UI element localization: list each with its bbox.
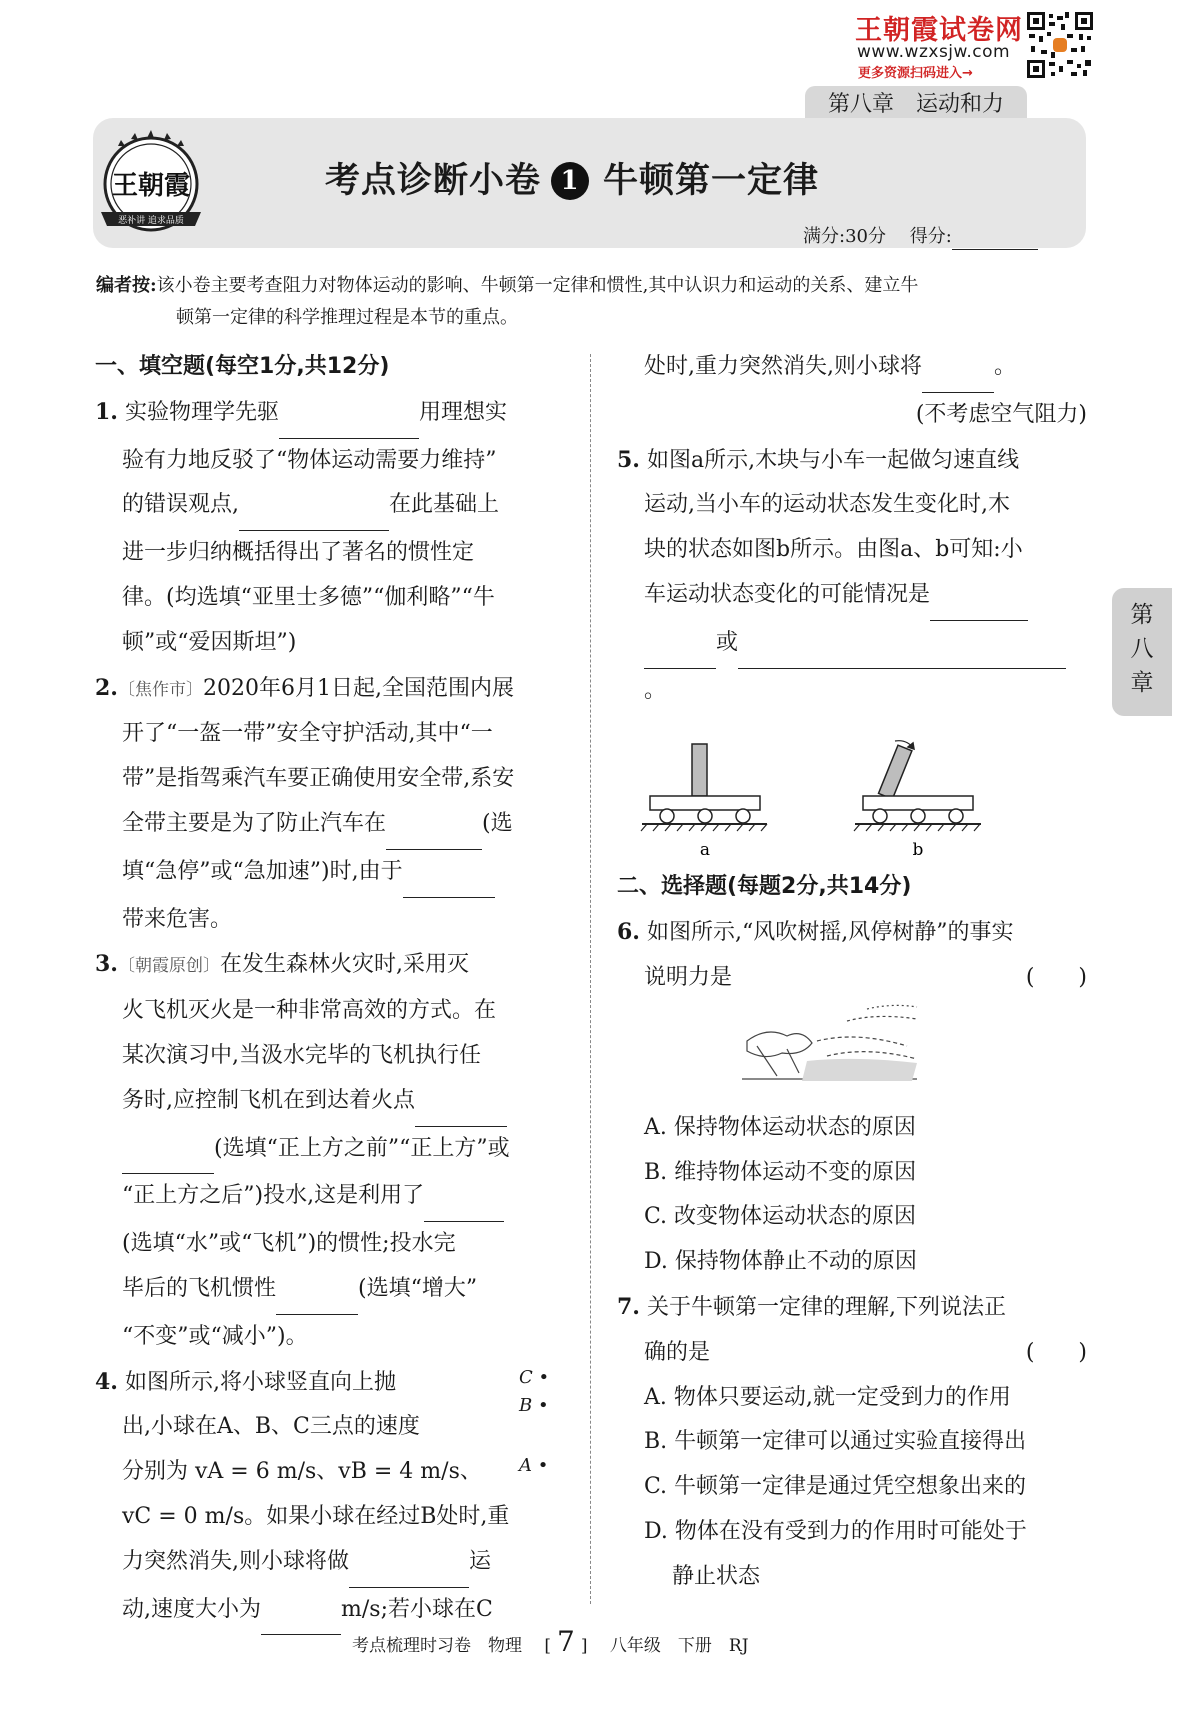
q3-blank-3[interactable] (276, 1269, 358, 1315)
q1-text: 在此基础上 (389, 492, 500, 518)
q5-number: 5. (617, 446, 640, 473)
q4-text: m/s;若小球在C (341, 1596, 493, 1622)
point-b: B • (519, 1394, 549, 1416)
q1-text: 的错误观点, (122, 492, 239, 518)
full-score: 满分:30分 (803, 226, 886, 247)
q2-blank-2[interactable] (403, 852, 495, 898)
q2-text: 开了“一盔一带”安全守护活动,其中“一 (122, 721, 493, 747)
figure-a-ground (641, 824, 767, 831)
figure-b-label: b (912, 840, 924, 861)
q3-blank-2[interactable] (424, 1176, 504, 1222)
editor-note-line2: 顿第一定律的科学推理过程是本节的重点。 (176, 307, 518, 328)
question-4 (95, 1360, 563, 1636)
q7-option-a[interactable]: A. 物体只要运动,就一定受到力的作用 (644, 1384, 1011, 1410)
q4-text: 出,小球在A、B、C三点的速度 (122, 1414, 420, 1440)
q1-blank-1[interactable] (279, 393, 419, 439)
q5-blank-1a[interactable] (930, 575, 1028, 621)
q6-number: 6. (617, 919, 640, 946)
q1-text: 验有力地反驳了“物体运动需要力维持” (122, 447, 497, 473)
side-tab-char: 八 (1130, 636, 1154, 662)
question-7 (617, 1285, 1087, 1600)
q3-text: “正上方之后”)投水,这是利用了 (122, 1183, 425, 1209)
question-5 (617, 438, 1087, 864)
wangzhaoxia-seal-icon (95, 128, 207, 242)
q3-text: (选填“水”或“飞机”)的惯性;投水完 (122, 1231, 456, 1257)
q6-option-d[interactable]: D. 保持物体静止不动的原因 (644, 1249, 917, 1275)
q4-text: vC = 0 m/s。如果小球在经过B处时,重 (122, 1503, 510, 1529)
q2-text: 2020年6月1日起,全国范围内展 (202, 675, 514, 701)
wind-tree-figure-icon (617, 1001, 1087, 1106)
q3-blank-1b[interactable] (122, 1129, 214, 1175)
question-1 (95, 390, 563, 666)
q6-answer-paren[interactable]: ( ) (1025, 964, 1087, 990)
q4-text: 力突然消失,则小球将做 (122, 1548, 349, 1574)
q4-note: (不考虑空气阻力) (915, 401, 1087, 427)
editor-note-label: 编者按: (96, 275, 157, 296)
q2-source-tag: 〔焦作市〕 (117, 679, 203, 700)
q3-text: 某次演习中,当汲水完毕的飞机执行任 (122, 1042, 481, 1068)
q6-option-b[interactable]: B. 维持物体运动不变的原因 (644, 1159, 917, 1185)
paper-title (325, 153, 819, 203)
q3-text: 火飞机灭火是一种非常高效的方式。在 (122, 998, 497, 1024)
figure-a-label: a (699, 840, 711, 861)
q6-text: 如图所示,“风吹树摇,风停树静”的事实 (646, 920, 1014, 946)
figure-a (642, 744, 767, 824)
q7-option-d-cont: 静止状态 (672, 1563, 761, 1589)
side-tab-char: 章 (1130, 670, 1154, 696)
page-footer (352, 1625, 952, 1658)
q7-answer-paren[interactable]: ( ) (1025, 1339, 1087, 1365)
q3-number: 3. (95, 951, 118, 978)
q6-option-a[interactable]: A. 保持物体运动状态的原因 (644, 1114, 916, 1140)
q1-text: 顿”或“爱因斯坦”) (122, 629, 297, 655)
q3-source-tag: 〔朝霞原创〕 (117, 956, 220, 977)
svg-text:恶补讲 追求品质: 恶补讲 追求品质 (118, 216, 184, 226)
q7-text: 关于牛顿第一定律的理解,下列说法正 (646, 1294, 1006, 1320)
q4-text: 分别为 vA = 6 m/s、vB = 4 m/s、 (122, 1459, 482, 1485)
q4-figure (519, 1364, 549, 1480)
right-column (617, 345, 1087, 1600)
q6-text: 说明力是 (644, 964, 733, 990)
q4-blank-1[interactable] (349, 1542, 469, 1588)
question-2 (95, 666, 563, 943)
footer-left: 考点梳理时习卷 物理 (352, 1636, 522, 1656)
q3-text: 务时,应控制飞机在到达着火点 (122, 1087, 415, 1113)
svg-text:王朝霞: 王朝霞 (111, 171, 191, 201)
q4-text: 如图所示,将小球竖直向上抛 (124, 1369, 396, 1395)
title-main: 牛顿第一定律 (603, 160, 820, 201)
figure-b-ground (854, 824, 980, 831)
point-a: A • (519, 1454, 549, 1476)
q2-text: 带来危害。 (122, 906, 233, 932)
q2-text: (选 (482, 810, 513, 836)
q2-number: 2. (95, 674, 118, 701)
side-tab-char: 第 (1130, 602, 1154, 628)
q5-text: 块的状态如图b所示。由图a、b可知:小 (644, 537, 1023, 563)
q5-text: 车运动状态变化的可能情况是 (644, 581, 931, 607)
q5-text: 。 (644, 677, 667, 703)
column-divider (590, 354, 591, 1604)
q3-text: 毕后的飞机惯性 (122, 1275, 277, 1301)
q3-blank-1a[interactable] (415, 1081, 507, 1127)
q1-text: 用理想实 (418, 399, 507, 425)
page-number-bracket: [ 7 ] (544, 1625, 588, 1658)
editor-note (96, 270, 1086, 334)
title-number-badge: 1 (551, 162, 589, 200)
q1-number: 1. (95, 398, 118, 425)
figure-b (855, 741, 981, 824)
editor-note-line1: 该小卷主要考查阻力对物体运动的影响、牛顿第一定律和惯性,其中认识力和运动的关系、建立牛 (156, 275, 919, 296)
q4-text: 运 (469, 1548, 492, 1574)
q1-text: 进一步归纳概括得出了著名的惯性定 (122, 540, 475, 566)
page-number: 7 (557, 1625, 575, 1658)
question-6 (617, 910, 1087, 1285)
q2-text: 填“急停”或“急加速”)时,由于 (122, 858, 403, 884)
chapter-tab[interactable]: 第八章 运动和力 (805, 86, 1027, 122)
score-blank[interactable] (952, 228, 1038, 250)
brand-hint: 更多资源扫码进入→ (858, 66, 973, 81)
q3-text: 在发生森林火灾时,采用灭 (219, 952, 469, 978)
footer-right: 八年级 下册 RJ (609, 1636, 749, 1656)
point-c: C • (519, 1366, 550, 1388)
left-column (95, 345, 563, 1635)
q7-text: 确的是 (644, 1339, 711, 1365)
q5-blank-2[interactable] (738, 623, 1066, 669)
q2-text: 全带主要是为了防止汽车在 (122, 810, 387, 836)
q3-text: (选填“增大” (358, 1275, 478, 1301)
section2-title: 二、选择题(每题2分,共14分) (617, 874, 912, 900)
q4-number: 4. (95, 1368, 118, 1395)
side-chapter-tab[interactable] (1112, 588, 1172, 716)
q7-option-c[interactable]: C. 牛顿第一定律是通过凭空想象出来的 (644, 1474, 1027, 1500)
q7-option-b[interactable]: B. 牛顿第一定律可以通过实验直接得出 (644, 1429, 1027, 1455)
q7-option-d[interactable]: D. 物体在没有受到力的作用时可能处于 (644, 1518, 1027, 1544)
q2-blank-1[interactable] (386, 804, 482, 850)
q4-blank-2[interactable] (261, 1590, 341, 1636)
q3-text: “不变”或“减小”)。 (122, 1323, 308, 1349)
brand-name: 王朝霞试卷网 (855, 15, 1023, 46)
score-label: 得分: (909, 226, 952, 247)
qr-code-icon[interactable] (1027, 12, 1093, 78)
q6-option-c[interactable]: C. 改变物体运动状态的原因 (644, 1204, 917, 1230)
brand-url[interactable]: www.wzxsjw.com (857, 42, 1011, 62)
q4-text: 处时,重力突然消失,则小球将 (644, 354, 922, 379)
q4-text: 。 (994, 354, 1017, 379)
q2-text: 带”是指驾乘汽车要正确使用安全带,系安 (122, 766, 515, 792)
q7-number: 7. (617, 1293, 640, 1320)
q3-text: (选填“正上方之前”“正上方”或 (214, 1135, 510, 1161)
q4-blank-3[interactable] (922, 347, 994, 393)
q5-figure (617, 713, 1087, 863)
q4-text: 动,速度大小为 (122, 1596, 261, 1622)
q1-blank-2[interactable] (239, 485, 389, 531)
question-3 (95, 942, 563, 1359)
title-prefix: 考点诊断小卷 (325, 160, 542, 201)
q1-text: 实验物理学先驱 (124, 399, 279, 425)
q5-text: 运动,当小车的运动状态发生变化时,木 (644, 492, 1010, 518)
q5-blank-1b[interactable] (644, 623, 716, 669)
score-line (803, 222, 1038, 250)
q5-text: 或 (716, 629, 739, 655)
q5-text: 如图a所示,木块与小车一起做匀速直线 (646, 447, 1020, 473)
section1-title: 一、填空题(每空1分,共12分) (95, 354, 390, 379)
q1-text: 律。(均选填“亚里士多德”“伽利略”“牛 (122, 584, 495, 610)
